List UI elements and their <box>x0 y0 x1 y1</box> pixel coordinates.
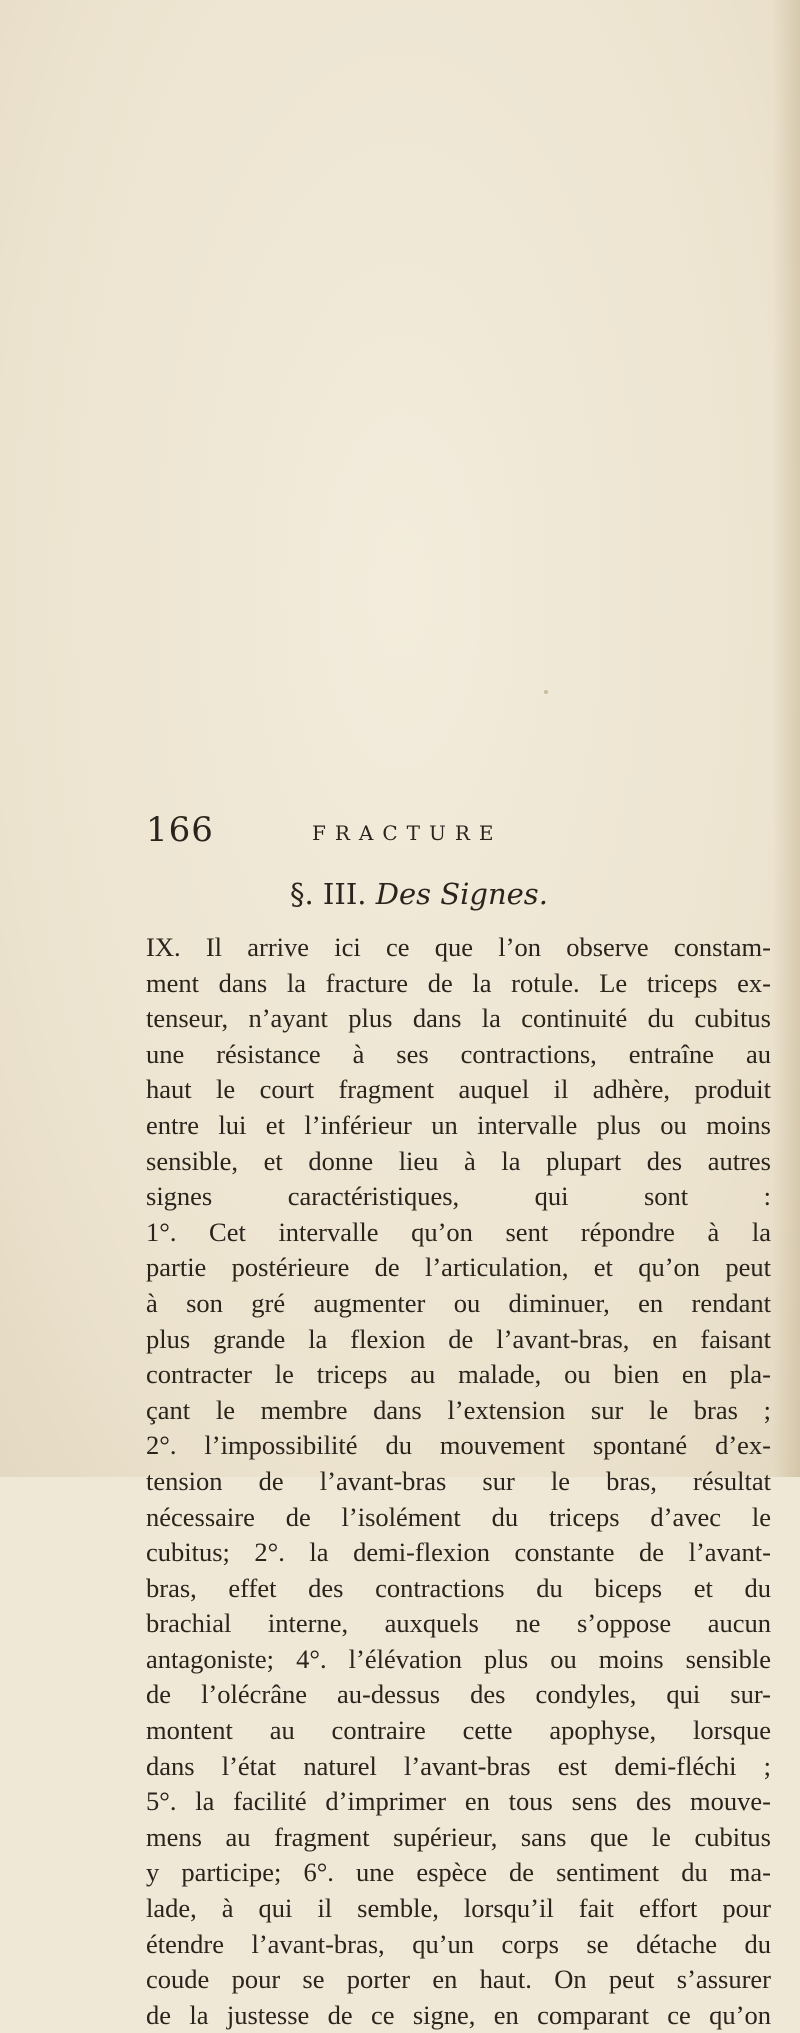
text-line: étendre l’avant-bras, qu’un corps se détache du <box>146 1928 771 1959</box>
text-line: 2°. l’impossibilité du mouvement spontané d’ex- <box>146 1430 771 1461</box>
text-line: montent au contraire cette apophyse, lorsque <box>146 1715 771 1746</box>
text-line: une résistance à ses contractions, entraîne au <box>146 1038 771 1069</box>
text-line: lade, à qui il semble, lorsqu’il fait effort pour <box>146 1893 771 1924</box>
text-line: coude pour se porter en haut. On peut s’assurer <box>146 1964 771 1995</box>
running-title: FRACTURE <box>312 821 503 845</box>
body-text <box>146 930 771 2033</box>
text-line: çant le membre dans l’extension sur le bras ; <box>146 1394 771 1425</box>
section-title: Des Signes. <box>375 877 548 911</box>
text-line: cubitus; 2°. la demi-flexion constante de l’avant- <box>146 1537 771 1568</box>
text-line: de la justesse de ce signe, en comparant ce qu’on <box>146 1999 771 2030</box>
text-line: brachial interne, auxquels ne s’oppose aucun <box>146 1608 771 1639</box>
text-line: signes caractéristiques, qui sont : <box>146 1181 771 1212</box>
text-line: sensible, et donne lieu à la plupart des autres <box>146 1145 771 1176</box>
section-heading <box>290 876 548 912</box>
text-line: à son gré augmenter ou diminuer, en rendant <box>146 1287 771 1318</box>
text-line: plus grande la flexion de l’avant-bras, en faisant <box>146 1323 771 1354</box>
text-line: dans l’état naturel l’avant-bras est demi-fléchi ; <box>146 1750 771 1781</box>
text-line: y participe; 6°. une espèce de sentiment du ma- <box>146 1857 771 1888</box>
text-line: IX. Il arrive ici ce que l’on observe constam- <box>146 932 771 962</box>
text-line: tension de l’avant-bras sur le bras, résultat <box>146 1465 771 1496</box>
section-prefix: §. III. <box>290 877 367 911</box>
text-line: tenseur, n’ayant plus dans la continuité du cubitus <box>146 1003 771 1034</box>
text-line: bras, effet des contractions du biceps et du <box>146 1572 771 1603</box>
text-line: 5°. la facilité d’imprimer en tous sens des mouve- <box>146 1786 771 1817</box>
page-number: 166 <box>146 810 214 850</box>
text-line: antagoniste; 4°. l’élévation plus ou moins sensible <box>146 1643 771 1674</box>
text-line: contracter le triceps au malade, ou bien en pla- <box>146 1359 771 1390</box>
text-line: mens au fragment supérieur, sans que le cubitus <box>146 1821 771 1852</box>
paper-speck <box>544 690 548 694</box>
text-line: partie postérieure de l’articulation, et qu’on peut <box>146 1252 771 1283</box>
text-line: nécessaire de l’isolément du triceps d’avec le <box>146 1501 771 1532</box>
text-line: de l’olécrâne au-dessus des condyles, qui sur- <box>146 1679 771 1710</box>
text-line: haut le court fragment auquel il adhère, produit <box>146 1074 771 1105</box>
text-line: entre lui et l’inférieur un intervalle plus ou moins <box>146 1109 771 1140</box>
text-line: 1°. Cet intervalle qu’on sent répondre à la <box>146 1216 771 1247</box>
text-line: ment dans la fracture de la rotule. Le triceps ex- <box>146 967 771 998</box>
page-edge-shadow <box>772 0 800 1477</box>
